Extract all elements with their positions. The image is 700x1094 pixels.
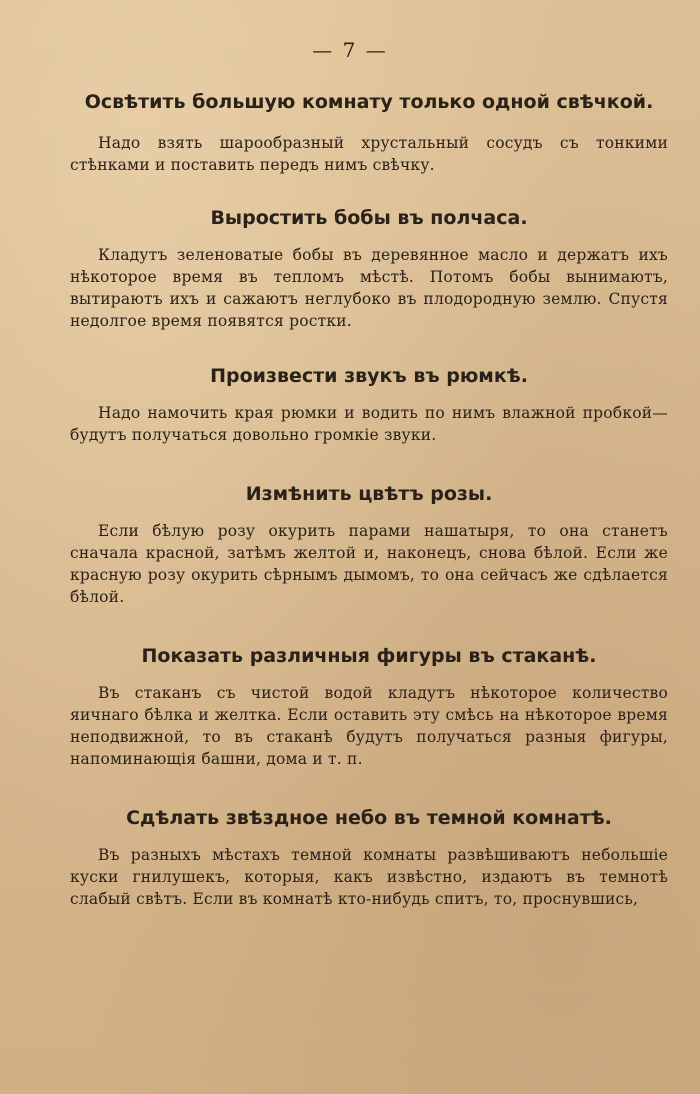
section-starry-sky: [70, 804, 668, 910]
section-title: Произвести звукъ въ рюмкѣ.: [210, 365, 528, 387]
section-body: Если бѣлую розу окурить парами нашатыря, то она станетъ сначала красной, затѣмъ желтой и, наконецъ, снова бѣлой. Если же красную розу окурить сѣрнымъ дымомъ, то она сейчасъ же сдѣлается бѣлой.: [70, 522, 668, 606]
page-content: [70, 88, 668, 910]
page-number: — 7 —: [312, 38, 388, 62]
section-body: Въ разныхъ мѣстахъ темной комнаты развѣшиваютъ небольшіе куски гнилушекъ, которыя, какъ извѣстно, издаютъ въ темнотѣ слабый свѣтъ. Если въ комнатѣ кто-нибудь спитъ, то, проснувшись,: [70, 846, 668, 908]
section-title: Сдѣлать звѣздное небо въ темной комнатѣ.: [126, 807, 612, 829]
section-grow-beans: [70, 204, 668, 332]
section-title: Освѣтить большую комнату только одной свѣчкой.: [84, 91, 654, 113]
section-body: Надо взять шарообразный хрустальный сосудъ съ тонкими стѣнками и поставить передъ нимъ свѣчку.: [70, 134, 668, 174]
section-body: Кладутъ зеленоватые бобы въ деревянное масло и держатъ ихъ нѣкоторое время въ тепломъ мѣстѣ. Потомъ бобы вынимаютъ, вытираютъ ихъ и сажаютъ неглубоко въ плодородную землю. Спустя недолгое время появятся ростки.: [70, 246, 668, 330]
section-body: Надо намочить края рюмки и водить по нимъ влажной пробкой— будутъ получаться довольно громкіе звуки.: [70, 404, 668, 444]
section-title: Выростить бобы въ полчаса.: [210, 207, 528, 229]
section-title: Измѣнить цвѣтъ розы.: [245, 483, 493, 505]
section-glass-sound: [70, 362, 668, 446]
section-body: Въ стаканъ съ чистой водой кладутъ нѣкоторое количество яичнаго бѣлка и желтка. Если оставить эту смѣсь на нѣкоторое время неподвижной, то въ стаканѣ будутъ получаться разныя фигуры, напоминающія башни, дома и т. п.: [70, 684, 668, 768]
section-title: Показать различныя фигуры въ стаканѣ.: [141, 645, 597, 667]
section-rose-color: [70, 480, 668, 608]
section-glass-figures: [70, 642, 668, 770]
section-light-room: [70, 88, 668, 176]
